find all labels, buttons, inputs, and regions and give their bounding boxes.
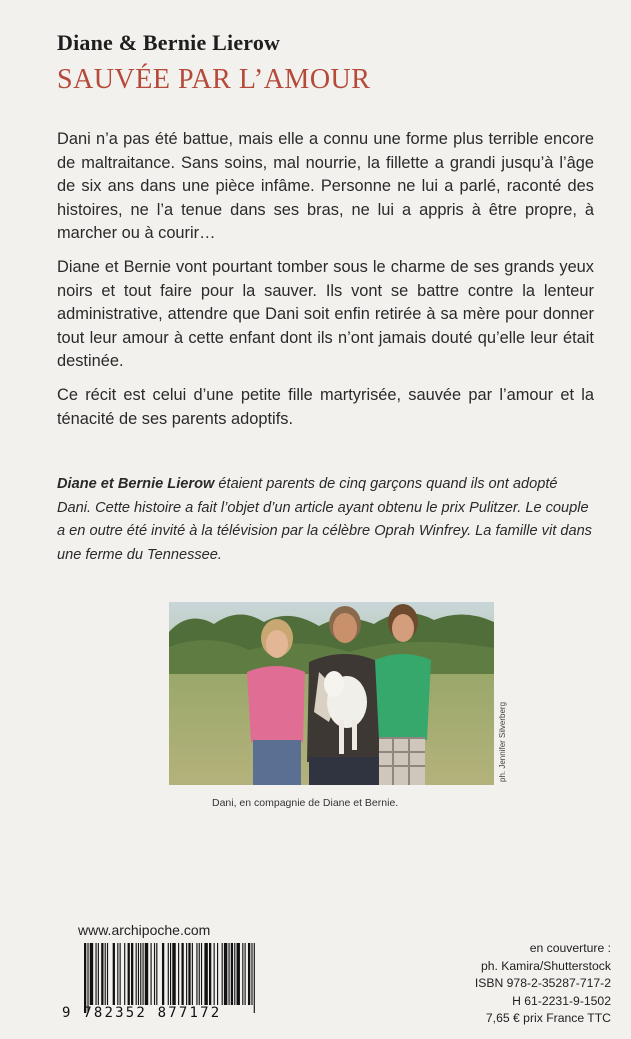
barcode-bar [237,943,240,1005]
cover-info [475,940,611,1028]
barcode-bar [87,943,88,1013]
blurb-paragraph: Diane et Bernie vont pourtant tomber sous le charme de ses grands yeux noirs et tout faire pour la sauver. Ils vont se battre contre la lenteur administrative, attendre que Dani soit enfin retirée à sa mère pour donner tout leur amour à cette enfant dont ils n’ont jamais douté qu’elle leur était destinée. [57,257,594,371]
barcode-bar [84,943,86,1013]
family-photo-image [169,602,494,785]
barcode-bar [107,943,108,1005]
blurb-paragraph: Ce récit est celui d’une petite fille martyrisée, sauvée par l’amour et la ténacité de ses parents adoptifs. [57,385,594,428]
family-photo [169,602,494,785]
barcode-bar [251,943,252,1005]
barcode-digits: 9 782352 877172 [62,1005,222,1021]
barcode-bar [95,943,96,1005]
barcode-bar [98,943,99,1005]
barcode-bar [124,943,125,1005]
barcode-bar [128,943,130,1005]
barcode-bar [90,943,93,1005]
barcode-bar [168,943,169,1005]
barcode-bar [214,943,215,1005]
barcode-bar [105,943,106,1005]
barcode-bar [228,943,229,1005]
barcode-bar [204,943,207,1005]
barcode-bar [222,943,223,1005]
photo-caption: Dani, en compagnie de Diane et Bernie. [212,797,399,809]
barcode-bar [151,943,152,1005]
barcode-bar [192,943,193,1005]
barcode-bar [248,943,250,1005]
barcode-bar [201,943,202,1005]
barcode-bar [136,943,137,1005]
isbn: ISBN 978-2-35287-717-2 [474,976,611,991]
barcode-bar [162,943,164,1005]
barcode-bar [245,943,246,1005]
barcode-bar [181,943,183,1005]
barcode-bar [254,943,255,1013]
barcode-bar [178,943,179,1005]
barcode-bar [172,943,175,1005]
barcode-bar [140,943,141,1005]
barcode-bar [138,943,139,1005]
barcode-bar [224,943,227,1005]
barcode-bar [131,943,133,1005]
barcode-bar [217,943,218,1005]
barcode [84,943,256,1013]
author-bio-text: étaient parents de cinq garçons quand ils ont adopté Dani. Cette histoire a fait l’objet d’un article ayant obtenu le prix Pulitzer. Le couple a en outre été invité à la télévision par la célèbre Oprah Winfrey. La famille vit dans une ferme du Tennessee. [57,476,592,563]
barcode-bar [101,943,103,1005]
barcode-bar [242,943,243,1005]
photo-credit: ph. Jennifer Silverberg [498,701,507,782]
back-cover-blurb [57,128,594,441]
barcode-bar [170,943,171,1005]
blurb-paragraph: Dani n’a pas été battue, mais elle a connu une forme plus terrible encore de maltraitance. Sans soins, mal nourrie, la fillette a grandi jusqu’à l’âge de six ans dans une pièce infâme. Personne ne lui a parlé, raconté des histoires, ne l’a tenue dans ses bras, ne lui a appris à être propre, à marcher ou à courir… [57,130,594,243]
cover-photo-credit: ph. Kamira/Shutterstock [480,958,611,973]
price: 7,65 € prix France TTC [485,1011,611,1026]
barcode-bar [199,943,200,1005]
barcode-bar [156,943,157,1005]
book-title: SAUVÉE PAR L’AMOUR [57,64,371,95]
author-bio [57,473,594,567]
barcode-bar [113,943,115,1005]
barcode-bar [120,943,121,1005]
barcode-bar [188,943,190,1005]
cover-info-label: en couverture : [529,941,611,955]
book-author: Diane & Bernie Lierow [57,30,281,55]
barcode-bar [196,943,197,1005]
barcode-bar [145,943,148,1005]
barcode-bar [209,943,211,1005]
publisher-website: www.archipoche.com [78,922,211,938]
barcode-bar [142,943,143,1005]
barcode-bar [231,943,233,1005]
barcode-bar [186,943,187,1005]
barcode-bar [234,943,235,1005]
barcode-bar [117,943,118,1005]
barcode-bar [154,943,155,1005]
product-code: H 61-2231-9-1502 [512,993,611,1008]
author-bio-names: Diane et Bernie Lierow [57,476,215,492]
